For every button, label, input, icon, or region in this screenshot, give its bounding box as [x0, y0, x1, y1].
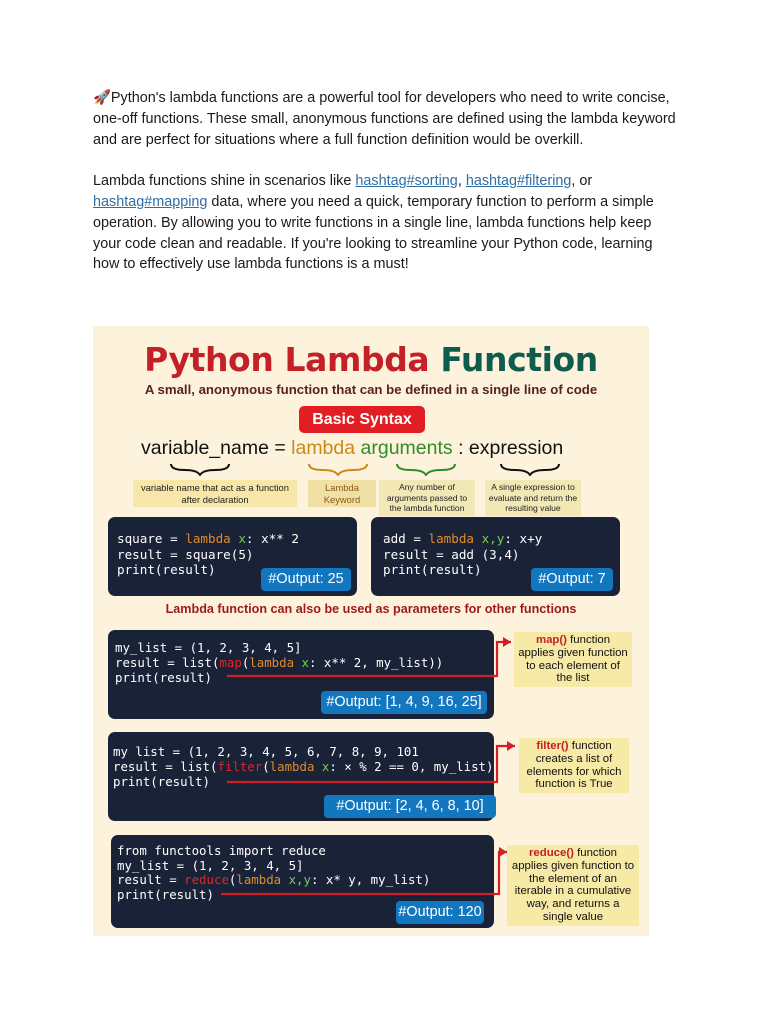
hashtag-mapping-link[interactable]: hashtag#mapping — [93, 193, 208, 210]
paragraph-2-text: data, where you need a quick, temporary function to perform a simple operation. By allowing you to write functions in a single line, lambda functions help keep your code clean and readable. If you're looking to streamline your Python code, learning how to effectively use lambda functions is a must! — [93, 193, 654, 273]
post-paragraph-1 — [93, 88, 678, 150]
paragraph-2-text: , — [457, 173, 466, 190]
output-badge: #Output: 120 — [396, 901, 484, 924]
rocket-icon: 🚀 — [93, 90, 111, 106]
code-args: x,y — [281, 872, 311, 888]
note-text: function applies given function to each element of the list — [518, 634, 628, 685]
arrow-icon — [499, 847, 507, 857]
note-function-name: filter() — [536, 740, 569, 752]
note-function-name: map() — [535, 634, 567, 646]
code-function: map — [219, 655, 242, 670]
code-text: result = — [117, 872, 185, 888]
code-text: ( — [262, 759, 270, 774]
code-line: result = add (3,4) — [383, 546, 520, 562]
note-text: function creates a list of elements for which function is True — [526, 740, 622, 791]
infographic-subtitle: A small, anonymous function that can be defined in a single line of code — [144, 382, 598, 397]
output-badge: #Output: [2, 4, 6, 8, 10] — [324, 795, 496, 818]
code-args: x — [314, 759, 330, 774]
note-function-name: reduce() — [528, 847, 574, 859]
code-line: print(result) — [113, 774, 210, 789]
code-args: x — [230, 531, 246, 546]
code-text: add = — [383, 531, 429, 546]
code-keyword: lambda — [249, 655, 295, 670]
paragraph-1-text: Python's lambda functions are a powerful tool for developers who need to write concise, one-off functions. These small, anonymous functions are defined using the lambda keyword and are perfect for situations where a full function definition would be overkill. — [93, 90, 676, 148]
title-function: Function — [440, 340, 598, 379]
code-line: my_list = (1, 2, 3, 4, 5] — [117, 857, 304, 873]
code-line: my list = (1, 2, 3, 4, 5, 6, 7, 8, 9, 101 — [113, 744, 419, 759]
code-text: : x+y — [504, 531, 543, 546]
annotation-variable: variable name that act as a function after declaration — [133, 480, 297, 507]
code-text: : x* y, my_list) — [310, 872, 431, 888]
params-heading: Lambda function can also be used as parameters for other functions — [165, 602, 577, 616]
code-line: print(result) — [117, 886, 214, 902]
code-text: ( — [228, 872, 237, 888]
arrow-icon — [221, 852, 507, 894]
code-args: x,y — [474, 531, 505, 546]
code-text: : × % 2 == 0, my_list)) — [329, 759, 501, 774]
hashtag-filtering-link[interactable]: hashtag#filtering — [465, 173, 572, 190]
code-keyword: lambda — [269, 759, 315, 774]
output-badge: #Output: 25 — [261, 568, 351, 591]
syntax-keyword: lambda — [291, 437, 356, 459]
note-text: function applies given function to the element of an iterable in a cumulative way, and returns a single value — [511, 847, 635, 923]
arrow-icon — [227, 642, 511, 676]
code-keyword: lambda — [236, 872, 282, 888]
syntax-arguments: arguments — [360, 437, 453, 459]
paragraph-2-text: , or — [571, 173, 593, 190]
title-python-lambda: Python Lambda — [144, 340, 430, 379]
code-text: : x** 2 — [245, 531, 299, 546]
annotation-expression: A single expression to evaluate and return the resulting value — [485, 480, 581, 516]
arrow-icon — [503, 637, 511, 647]
annotation-keyword: Lambda Keyword — [308, 480, 376, 507]
code-line: my_list = (1, 2, 3, 4, 5] — [115, 640, 302, 655]
code-keyword: lambda — [428, 531, 474, 546]
code-text: ( — [241, 655, 250, 670]
code-line: print(result) — [383, 562, 482, 577]
code-line: print(result) — [117, 562, 216, 577]
lambda-infographic — [93, 326, 649, 936]
output-badge: #Output: 7 — [531, 568, 613, 591]
code-args: x — [294, 655, 309, 670]
arrow-icon — [227, 746, 515, 782]
post-paragraph-2 — [93, 171, 678, 275]
code-text: square = — [117, 531, 186, 546]
code-function: filter — [217, 759, 263, 774]
syntax-variable: variable_name = — [141, 437, 292, 459]
paragraph-2-text: Lambda functions shine in scenarios like — [93, 173, 356, 190]
code-line: print(result) — [115, 670, 212, 685]
syntax-expression: : expression — [452, 437, 564, 459]
arrow-icons — [93, 326, 649, 936]
hashtag-sorting-link[interactable]: hashtag#sorting — [355, 173, 458, 190]
arrow-icon — [507, 741, 515, 751]
code-line: result = square(5) — [117, 546, 254, 562]
code-function: reduce — [184, 872, 229, 888]
code-text: : x** 2, my_list)) — [308, 655, 444, 670]
basic-syntax-badge: Basic Syntax — [299, 406, 425, 433]
code-text: result = list( — [115, 655, 220, 670]
code-keyword: lambda — [185, 531, 231, 546]
code-line: from functools import reduce — [117, 843, 326, 858]
output-badge: #Output: [1, 4, 9, 16, 25] — [321, 691, 487, 714]
annotation-arguments: Any number of arguments passed to the lambda function — [379, 480, 475, 516]
code-text: result = list( — [113, 759, 218, 774]
post-text — [93, 88, 678, 296]
